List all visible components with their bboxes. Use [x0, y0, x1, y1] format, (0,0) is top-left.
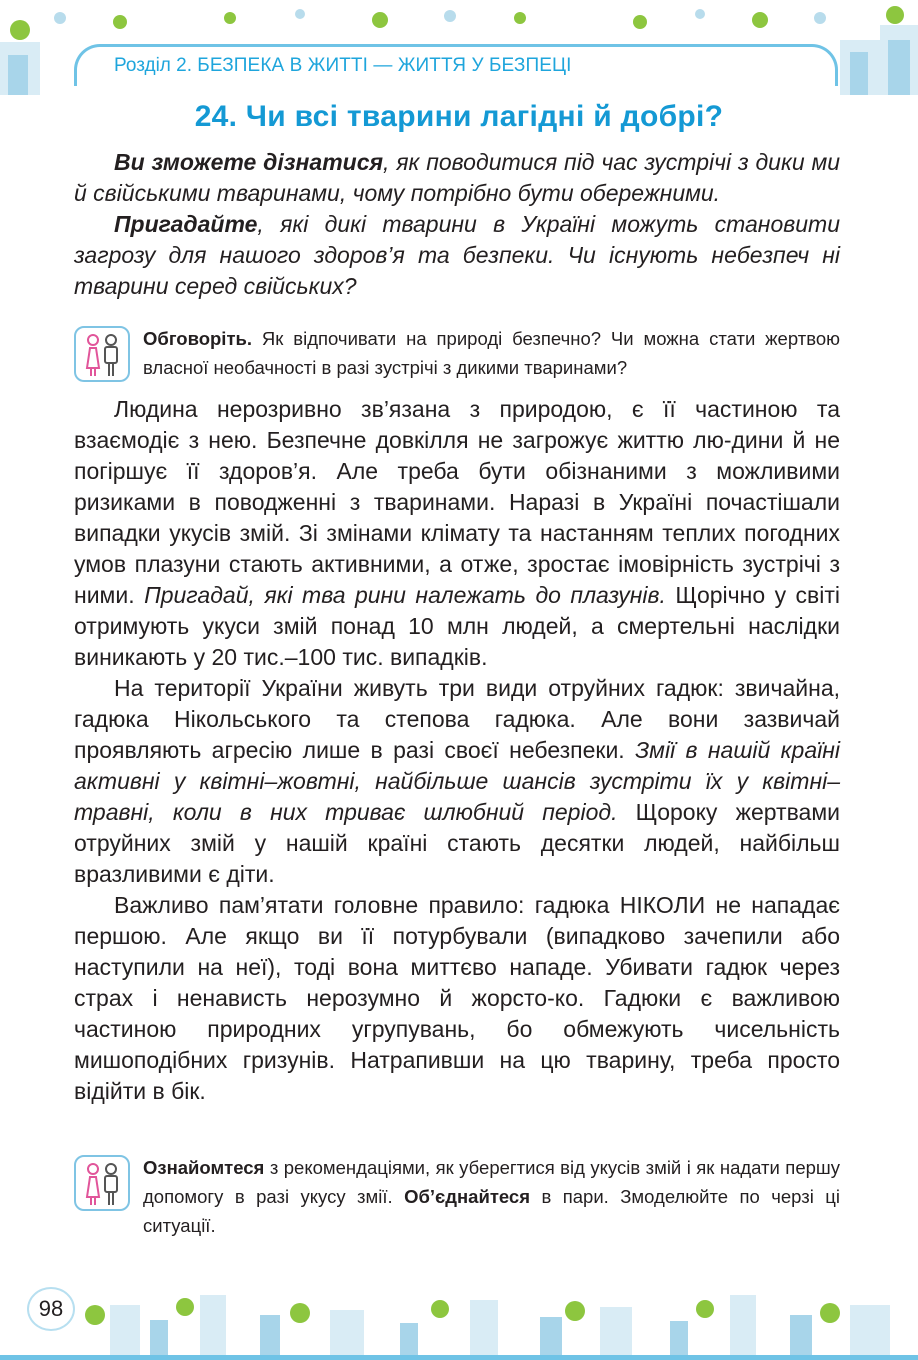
main-text [74, 394, 840, 1107]
intro-lead-goals: Ви зможете дізнатися [114, 149, 384, 175]
lesson-title: 24. Чи всі тварини лагідні й добрі? [194, 100, 724, 133]
city-banner-bottom-illustration [0, 1265, 918, 1360]
task-discuss-text [143, 324, 840, 382]
chapter-header [114, 55, 572, 77]
task-learn-lead: Ознайомтеся [143, 1157, 265, 1178]
chapter-title: БЕЗПЕКА В ЖИТТІ — ЖИТТЯ У БЕЗПЕЦІ [197, 55, 572, 76]
paragraph-vipers-a: На території України живуть три види отруйних гадюк: звичайна, гадюка Нікольського та степова гадюка. Але вони зазвичай проявляють агресію лише в разі своєї небезпеки. [74, 675, 840, 763]
intro-paragraph-goals [74, 147, 840, 209]
paragraph-rule: Важливо пам’ятати головне правило: гадюка НІКОЛИ не нападає першою. Але якщо ви її потурбували (випадково зачепили або наступили на неї), тоді вона миттєво нападе. Убивати гадюк через страх і ненависть нерозумно й жорсто-ко. Гадюки є важливою частиною природних угрупувань, бо обмежують чисельність мишоподібних гризунів. Натрапивши на цю тварину, треба просто відійти в бік. [74, 892, 840, 1104]
paragraph-nature [74, 394, 840, 673]
paragraph-nature-b: Щорічно у світі отримують укуси змій понад 10 млн людей, а смертельні наслідки виникають у 20 тис.–100 тис. випадків. [74, 582, 840, 670]
intro-text-goals: , як поводитися під час зустрічі з дики ми й свійськими тваринами, чому потрібно бути обережними. [74, 149, 840, 206]
task-discuss-lead: Обговоріть. [143, 328, 253, 349]
people-pair-icon [74, 326, 130, 382]
paragraph-vipers-b: Щороку жертвами отруйних змій у нашій країні стають десятки людей, найбільш вразливими є діти. [74, 799, 840, 887]
intro-lead-recall: Пригадайте [114, 211, 258, 237]
paragraph-vipers [74, 673, 840, 890]
intro-paragraph-recall [74, 209, 840, 302]
people-pair-icon [74, 1155, 130, 1211]
paragraph-vipers-italic: Змії в нашій країні активні у квітні–жовтні, найбільше шансів зустріти їх у квітні–травні, коли в них триває шлюбний період. [74, 737, 840, 825]
page-number: 98 [27, 1287, 75, 1331]
task-learn-text [143, 1153, 840, 1240]
paragraph-nature-italic: Пригадай, які тва рини належать до плазунів. [144, 582, 666, 608]
task-learn-lead-2: Об’єднайтеся [404, 1186, 531, 1207]
paragraph-nature-a: Людина нерозривно зв’язана з природою, є її частиною та взаємодіє з нею. Безпечне довкілля не загрожує життю лю-дини й не погіршує її здоров’я. Але треба бути обізнаними з можливими ризиками в поводженні з тваринами. Наразі в Україні почастішали випадки укусів змій. Зі змінами клімату та настанням теплих погодних умов плазуни стають активними, а отже, зростає імовірність зустрічі з ними. [74, 396, 840, 608]
lesson-intro [74, 147, 840, 302]
task-learn-body-a: з рекомендаціями, як уберегтися від укусів змій і як надати першу допомогу в разі укусу змії. [143, 1157, 840, 1207]
task-learn-body-b: в пари. Змоделюйте по черзі ці ситуації. [143, 1186, 840, 1236]
chapter-prefix: Розділ 2. [114, 55, 193, 76]
intro-text-recall: , які дикі тварини в Україні можуть становити загрозу для нашого здоров’я та безпеки. Чи існують небезпеч ні тварини серед свійських? [74, 211, 840, 299]
task-discuss-body: Як відпочивати на природі безпечно? Чи можна стати жертвою власної необачності в разі зустрічі з дикими тваринами? [143, 328, 840, 378]
